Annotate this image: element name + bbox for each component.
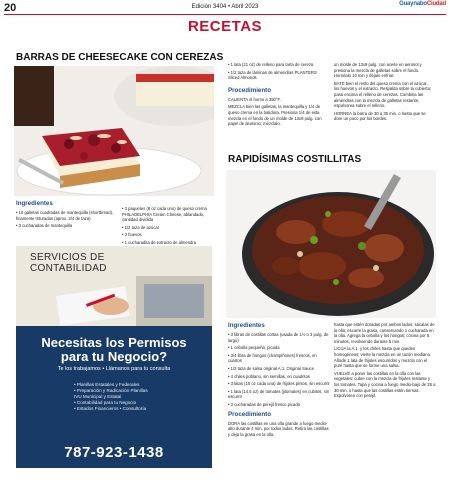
ad-title-line1: SERVICIOS DE bbox=[30, 252, 105, 263]
ad-phone-number: 787-923-1438 bbox=[64, 444, 164, 461]
procedure-step: BATE bien el resto del queso crema con el azúcar, los huevos y el extracto. Respalda sobre la cubierta; pasa encima el relleno de cerezas. Combina las almendras con la mezcla de galletas restante; espolvorea sobre el relleno. bbox=[334, 80, 432, 109]
ribs-photo bbox=[226, 170, 436, 318]
procedure-step: MEZCLA bien las galletas, la mantequilla y 1/4 de queso crema en la batidora. Presiona 1/4 de esta mezcla en el fondo de un molde de 13x9 pulg. con papel de aluminio; mézclalo. bbox=[228, 104, 322, 127]
recipe1-title: BARRAS DE CHEESECAKE CON CEREZAS bbox=[16, 52, 224, 63]
accounting-ad bbox=[16, 246, 212, 468]
section-title: RECETAS bbox=[187, 18, 263, 35]
ad-title-line2: CONTABILIDAD bbox=[30, 263, 107, 274]
ad-service-item: • Estados Financieros • Consultoría bbox=[74, 406, 147, 411]
ingredient-item: • 3 cucharadas de mantequilla bbox=[16, 223, 73, 229]
ingredient-item: • 3 huevos bbox=[122, 232, 142, 238]
edition-line: Edición 3404 • Abril 2023 bbox=[191, 4, 259, 10]
page-number: 20 bbox=[4, 2, 17, 14]
ad-service-item: • Contabilidad para tu Negocio bbox=[74, 400, 137, 405]
recipe2-procedure-heading: Procedimiento bbox=[228, 410, 271, 418]
recipe1-procedure-heading: Procedimiento bbox=[228, 86, 271, 94]
recipe1-col3 bbox=[228, 62, 328, 129]
cheesecake-photo bbox=[14, 66, 214, 196]
procedure-step: CALIENTA el horno a 350°F. bbox=[228, 96, 281, 102]
recipe1-ingredients-left bbox=[16, 198, 116, 231]
recipe2-title: RAPIDÍSIMAS COSTILLITAS bbox=[228, 154, 362, 165]
procedure-step: hasta que estén doradas por ambos lados; sácalas de la olla; escurre la grasa, conservando 1 cucharada en la olla. Agrega la cebolla y los hongos; cocina por 5 minutos, revolviendo durante 5 min. bbox=[334, 322, 435, 344]
recipe1-col4 bbox=[334, 62, 434, 124]
ingredient-item: • 1 cucharadita de extracto de almendra bbox=[122, 239, 197, 245]
ad-question-line1: Necesitas los Permisos bbox=[41, 335, 187, 350]
ingredient-item: • 4 chiles poblano, sin semillas, en cuadritos bbox=[228, 373, 311, 379]
ingredient-item: • 1 lata (14.5 oz) de tomates (jitomates) en cubitos, sin escurrir bbox=[228, 388, 330, 400]
procedure-step: HORNEA la barra de 30 a 35 min. o hasta que se dore un poco por los bordes. bbox=[334, 110, 426, 122]
procedure-step: VUELVE a poner las costillas en la olla con las vegetales; cubre con la mezcla de frijoles restante y los tomates. Tapa y cocina a fuego medio-bajo de 25 a 30 min. o hasta que las costillas estén tiernas. Espolvorea con perejil. bbox=[334, 370, 436, 399]
ingredient-item: • 3 cucharadas de perejil fresco picado bbox=[228, 401, 300, 407]
ingredient-item: • 1/2 taza de láminas de almendras PLANTERS Sliced Almonds bbox=[228, 69, 317, 81]
ad-question bbox=[16, 336, 212, 364]
ad-service-item: • Preparación y Radicación Planillas bbox=[74, 388, 148, 393]
ad-service-item: • Planillas Estatales y Federales bbox=[74, 382, 140, 387]
ad-subtitle: Te los trabajamos • Llámanos para tu consulta bbox=[57, 366, 171, 372]
ingredient-item: • 3/4 libra de hongos (champiñones) frescos, en cuartos bbox=[228, 352, 317, 364]
ad-photo-area bbox=[16, 246, 212, 326]
recipe2-ingredients-heading: Ingredientes bbox=[228, 322, 265, 329]
ad-title bbox=[30, 252, 107, 274]
logo-accent: Ciudad bbox=[426, 1, 446, 7]
ad-question-line2: para tu Negocio? bbox=[60, 349, 168, 364]
ingredient-item: • 3 latas (15 oz cada una) de frijoles pintos, sin escurrir bbox=[228, 381, 330, 387]
recipe2-ingredients bbox=[228, 320, 330, 439]
header-rule bbox=[4, 14, 446, 15]
recipe1-ingredients-heading: Ingredientes bbox=[16, 200, 53, 207]
logo-main: Guaynabo bbox=[399, 1, 427, 7]
recipe1-ingredients-mid bbox=[122, 206, 218, 248]
recipe2-col2 bbox=[334, 322, 436, 401]
ingredient-item: • 10 galletas cuadradas de mantequilla (shortbread), finamente trituradas (aprox. 3/4 de taza) bbox=[16, 210, 114, 221]
procedure-step: un molde de 13x9 pulg. con aceite en aerosol y presiona la mezcla de galletas sobre el fondo. Hornéalo 10 min y déjalo enfriar. bbox=[334, 62, 422, 79]
ad-services-list bbox=[74, 382, 148, 412]
ingredient-item: • 1 cebolla pequeña, picada bbox=[228, 345, 280, 351]
ingredient-item: • 3 libras de costillas cortas (usada de 1½ o 3 pulg. de largo) bbox=[228, 332, 329, 343]
ingredient-item: • 1 lata (21 oz) de relleno para tarta de cereza bbox=[228, 62, 314, 67]
publication-logo bbox=[399, 1, 446, 7]
procedure-step: DORA las costillas en una olla grande a fuego medio-alto durante 4 min. por todos lados. Retira las costillas y deja la grasa en la olla. bbox=[228, 420, 329, 437]
ad-service-item: IVU Municipal y Estatal bbox=[74, 394, 122, 399]
procedure-step: LICÚA la A.1. y los chiles hasta que queden homogéneos; vierte la mezcla en un tazón mediano. Añade 1 lata de frijoles escurridos y mezcla con el puré hasta que se forme una salsa. bbox=[334, 346, 432, 369]
ingredient-item: • 1/2 taza de salsa original A.1. Original Sauce bbox=[228, 365, 314, 371]
ingredient-item: • 1/2 taza de azúcar bbox=[122, 224, 160, 230]
ingredient-item: • 3 paquetes (8 oz cada uno) de queso crema PHILADELPHIA Cream Cheese, ablandado, cantidad dividida bbox=[122, 206, 207, 223]
